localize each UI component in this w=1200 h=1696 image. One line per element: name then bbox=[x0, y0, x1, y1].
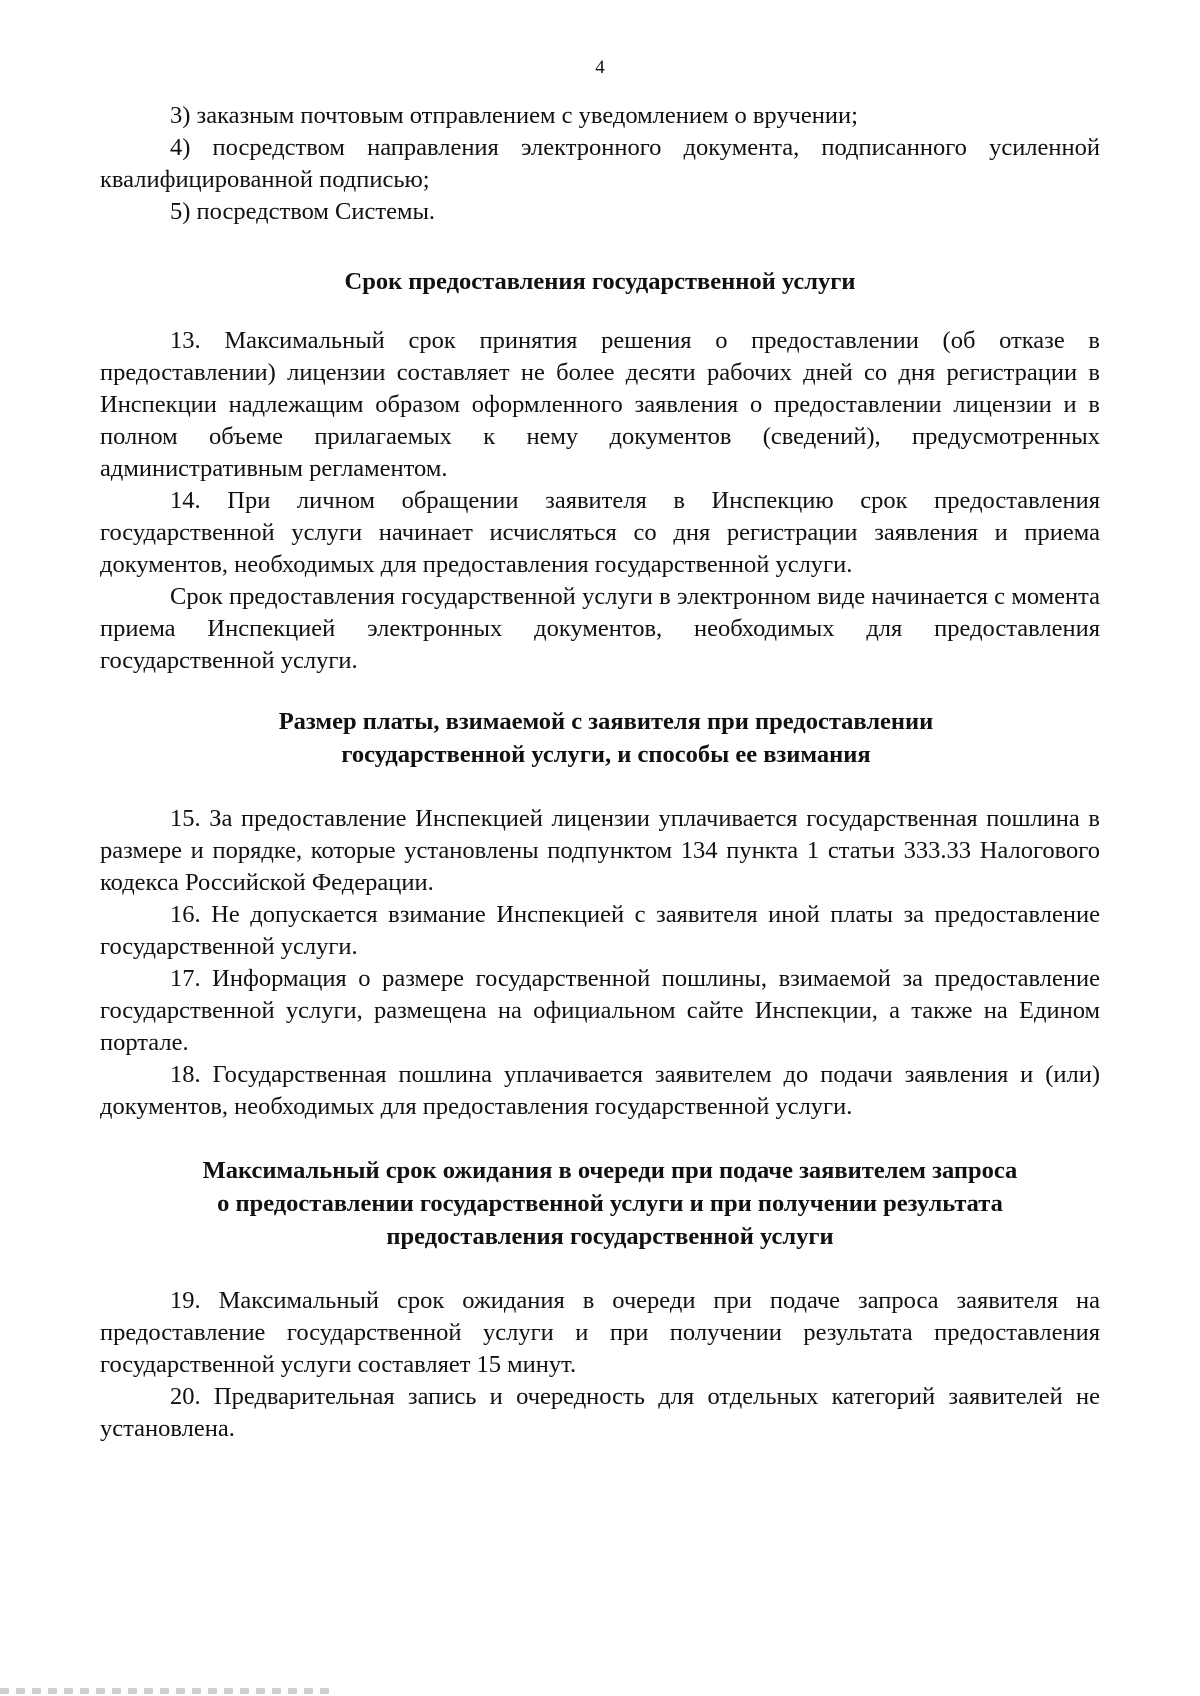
paragraph-20: 20. Предварительная запись и очередность для отдельных категорий заявителей не установлена. bbox=[100, 1383, 1100, 1442]
section-heading-fee bbox=[100, 705, 1100, 771]
paragraph-delivery-method-4: 4) посредством направления электронного документа, подписанного усиленной квалифицированной подписью; bbox=[100, 134, 1100, 193]
paragraph-18: 18. Государственная пошлина уплачивается заявителем до подачи заявления и (или) документов, необходимых для предоставления государственной услуги. bbox=[100, 1061, 1100, 1120]
heading-line: Максимальный срок ожидания в очереди при подаче заявителем запроса bbox=[202, 1157, 1018, 1184]
paragraph-13: 13. Максимальный срок принятия решения о предоставлении (об отказе в предоставлении) лицензии составляет не более десяти рабочих дней со дня регистрации в Инспекции надлежащим образом оформленного заявления о предоставлении лицензии и в полном объеме прилагаемых к нему документов (сведений), предусмотренных административным регламентом. bbox=[100, 327, 1100, 482]
heading-line: государственной услуги, и способы ее взимания bbox=[341, 741, 871, 768]
section-heading-service-term bbox=[100, 265, 1100, 298]
heading-line: Размер платы, взимаемой с заявителя при предоставлении bbox=[278, 708, 934, 735]
heading-line: о предоставлении государственной услуги и при получении результата bbox=[217, 1190, 1003, 1217]
page-number: 4 bbox=[595, 57, 605, 78]
document-body bbox=[100, 100, 1100, 1445]
paragraph-17: 17. Информация о размере государственной пошлины, взимаемой за предоставление государственной услуги, размещена на официальном сайте Инспекции, а также на Едином портале. bbox=[100, 965, 1100, 1056]
paragraph-16: 16. Не допускается взимание Инспекцией с заявителя иной платы за предоставление государственной услуги. bbox=[100, 901, 1100, 960]
paragraph-19: 19. Максимальный срок ожидания в очереди при подаче запроса заявителя на предоставление государственной услуги и при получении результата предоставления государственной услуги составляет 15 минут. bbox=[100, 1287, 1100, 1378]
section-heading-queue-time bbox=[100, 1154, 1100, 1253]
paragraph-15: 15. За предоставление Инспекцией лицензии уплачивается государственная пошлина в размере и порядке, которые установлены подпунктом 134 пункта 1 статьи 333.33 Налогового кодекса Российской Федерации. bbox=[100, 805, 1100, 896]
paragraph-delivery-method-5: 5) посредством Системы. bbox=[170, 198, 436, 225]
paragraph-14: 14. При личном обращении заявителя в Инспекцию срок предоставления государственной услуги начинает исчисляться со дня регистрации заявления и приема документов, необходимых для предоставления государственной услуги. bbox=[100, 487, 1100, 578]
paragraph-delivery-method-3: 3) заказным почтовым отправлением с уведомлением о вручении; bbox=[170, 102, 858, 129]
heading-line: Срок предоставления государственной услуги bbox=[344, 268, 856, 295]
scan-artifact bbox=[0, 1688, 330, 1694]
heading-line: предоставления государственной услуги bbox=[386, 1223, 834, 1250]
paragraph-electronic-term: Срок предоставления государственной услуги в электронном виде начинается с момента приема Инспекцией электронных документов, необходимых для предоставления государственной услуги. bbox=[100, 583, 1100, 674]
